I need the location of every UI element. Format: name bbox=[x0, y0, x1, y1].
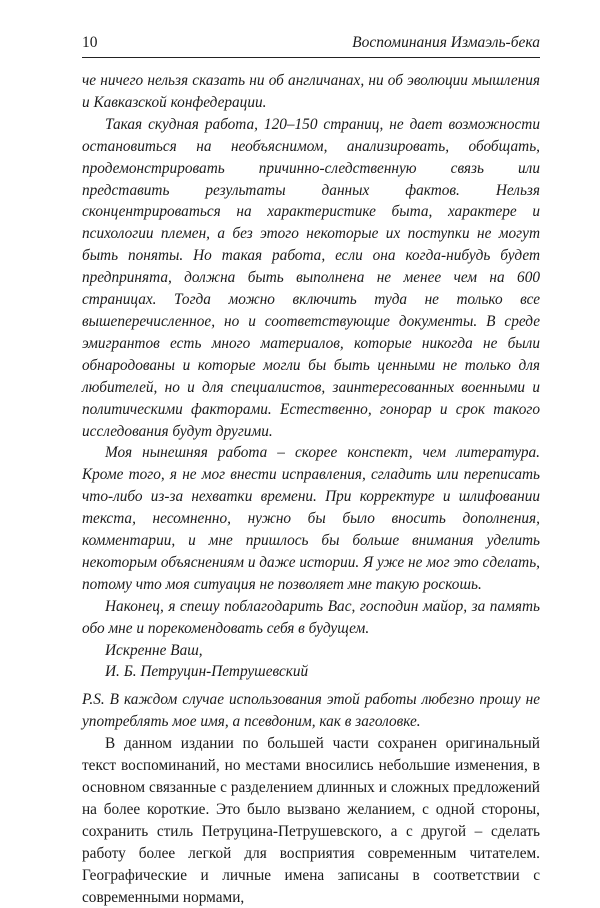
running-title: Воспоминания Измаэль-бека bbox=[352, 34, 540, 51]
paragraph-scope: Такая скудная работа, 120–150 страниц, не дает возможности остановиться на необъяснимом, анализировать, обобщать, продемонстрировать причинно-следственную связь или представить результаты данных фактов. Нельзя сконцентрироваться на характеристике быта, характере и психологии племен, а без этого некоторые их поступки не могут быть поняты. Но такая работа, если она когда-нибудь будет предпринята, должна быть выполнена не менее чем на 600 страницах. Тогда можно включить туда не только все вышеперечисленное, но и соответствующие документы. В среде эмигрантов есть много материалов, которые никогда не были обнародованы и которые могли бы быть ценными не только для любителей, но и для специалистов, заинтересованных военными и политическими факторами. Естественно, гонорар и срок такого исследования будут другими. bbox=[82, 115, 540, 440]
signature-name: И. Б. Петруцин-Петрушевский bbox=[105, 663, 309, 681]
running-header bbox=[82, 34, 540, 52]
postscript: P.S. В каждом случае использования этой работы любезно прошу не употреблять мое имя, а псевдоним, как в заголовке. bbox=[82, 691, 540, 731]
paragraph-continuation: че ничего нельзя сказать ни об англичанах, ни об эволюции мышления и Кавказской конфедерации. bbox=[82, 72, 540, 111]
header-rule bbox=[82, 57, 540, 58]
paragraph-current-work: Моя нынешняя работа – скорее конспект, чем литература. Кроме того, я не мог внести исправления, сгладить или переписать что-либо из-за нехватки времени. При корректуре и шлифовании текста, несомненно, нужно бы было вносить дополнения, комментарии, и мне пришлось бы больше внимания уделить некоторым объяснениям и даже истории. Я уже не мог это сделать, потому что моя ситуация не позволяет мне такую роскошь. bbox=[82, 444, 540, 593]
paragraph-editorial-note: В данном издании по большей части сохранен оригинальный текст воспоминаний, но местами вносились небольшие изменения, в основном связанные с разделением длинных и сложных предложений на более короткие. Это было вызвано желанием, с одной стороны, сохранить стиль Петруцина-Петрушевского, а с другой – сделать работу более легкой для восприятия современным читателем. Географические и личные имена записаны в соответствии с современными нормами, bbox=[82, 735, 540, 906]
page-number: 10 bbox=[82, 34, 98, 51]
closing-salutation: Искренне Ваш, bbox=[105, 641, 203, 659]
paragraph-thanks: Наконец, я спешу поблагодарить Вас, господин майор, за память обо мне и порекомендовать себя в будущем. bbox=[82, 597, 540, 637]
page-body bbox=[82, 70, 540, 908]
